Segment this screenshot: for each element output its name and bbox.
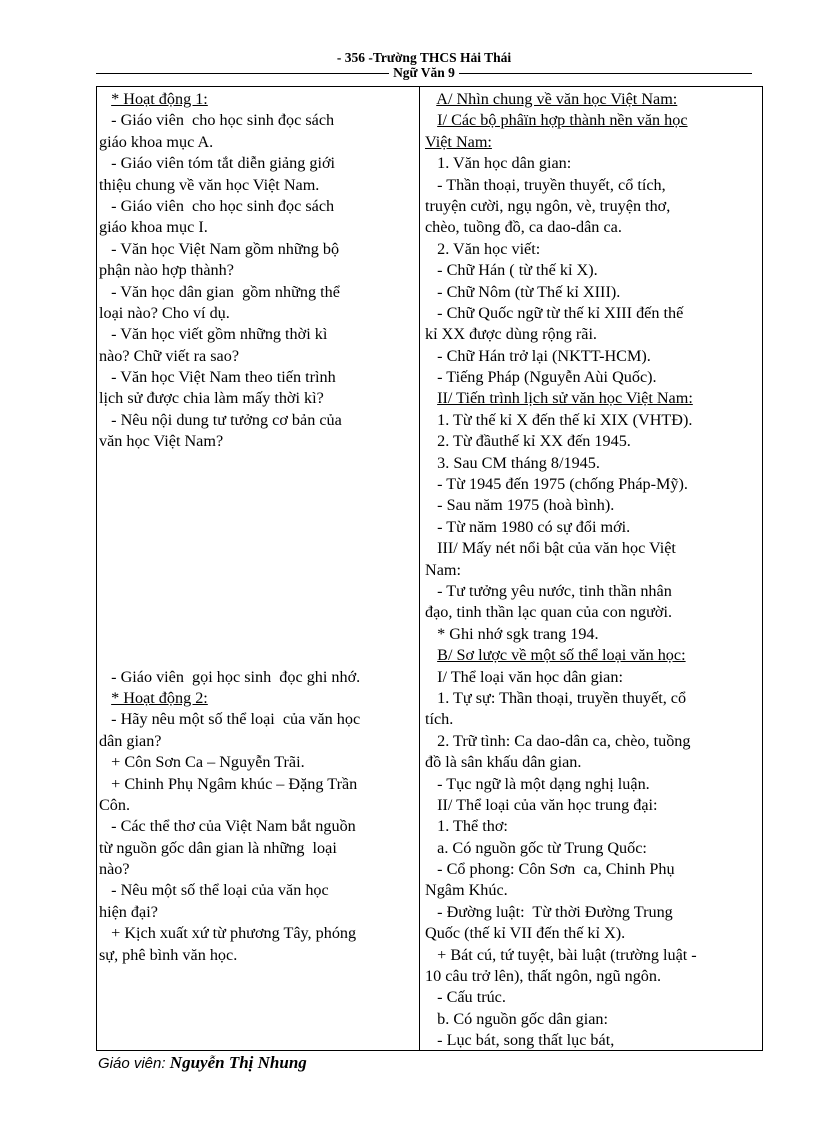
right-text-line: * Ghi nhớ sgk trang 194. [425,624,599,643]
column-divider [419,87,420,1050]
right-text-line: - Tiếng Pháp (Nguyễn Aùi Quốc). [425,368,657,387]
right-text-line: III/ Mấy nét nổi bật của văn học Việt [425,539,676,558]
right-text-line: 1. Tự sự: Thần thoại, truyền thuyết, cổ [425,688,687,707]
left-text-line: - Văn học Việt Nam gồm những bộ [99,239,340,258]
page-footer [98,1053,307,1073]
left-text-line [99,581,415,602]
left-text-line: loại nào? Cho ví dụ. [99,303,230,322]
left-text-line: thiệu chung về văn học Việt Nam. [99,175,320,194]
right-text-line: - Từ 1945 đến 1975 (chống Pháp-Mỹ). [425,475,688,494]
right-text-line: - Thần thoại, truyền thuyết, cổ tích, [425,175,666,194]
left-text-line: - Giáo viên cho học sinh đọc sách [99,196,335,215]
page-header [96,50,752,80]
right-text-line: kỉ XX được dùng rộng rãi. [425,325,597,344]
left-text-line: - Giáo viên cho học sinh đọc sách [99,111,335,130]
left-text-line: nào? [99,860,130,879]
right-text-line: Việt Nam: [425,132,492,151]
right-text-line: 3. Sau CM tháng 8/1945. [425,453,600,472]
left-text-line: - Văn học dân gian gồm những thể [99,282,340,301]
right-text-line: - Cấu trúc. [425,988,506,1007]
left-text-line: dân gian? [99,731,162,750]
right-text-line: I/ Các bộ phâïn hợp thành nền văn học [437,111,688,130]
right-text-line: B/ Sơ lược về một số thể loại văn học: [437,646,686,665]
left-text-line [99,645,415,666]
lesson-content-column [425,89,761,1052]
right-text-line: - Lục bát, song thất lục bát, [425,1031,615,1050]
right-text-line: a. Có nguồn gốc từ Trung Quốc: [425,838,647,857]
left-text-line [99,538,415,559]
right-text-line: - Chữ Hán trở lại (NKTT-HCM). [425,346,651,365]
left-text-line: giáo khoa mục I. [99,218,208,237]
left-text-line: + Chinh Phụ Ngâm khúc – Đặng Trần [99,774,358,793]
header-school: - 356 -Trường THCS Hải Thái [336,50,512,65]
footer-teacher-name: Nguyễn Thị Nhung [169,1053,307,1072]
left-text-line [99,517,415,538]
right-text-line: Quốc (thế kỉ VII đến thế kỉ X). [425,924,626,943]
right-text-line: 1. Từ thế kỉ X đến thế kỉ XIX (VHTĐ). [425,410,693,429]
left-text-line: Côn. [99,795,131,814]
left-text-line: * Hoạt động 1: [111,90,208,108]
right-text-line: 2. Văn học viết: [425,239,541,258]
left-text-line [99,602,415,623]
right-text-line: - Cổ phong: Côn Sơn ca, Chinh Phụ [425,860,675,879]
left-text-line: lịch sử được chia làm mấy thời kì? [99,389,324,408]
right-text-line: b. Có nguồn gốc dân gian: [425,1009,608,1028]
left-text-line: + Côn Sơn Ca – Nguyễn Trãi. [99,753,305,772]
right-text-line: - Từ năm 1980 có sự đổi mới. [425,517,631,536]
right-text-line: 2. Trữ tình: Ca dao-dân ca, chèo, tuồng [425,731,691,750]
right-text-line: - Chữ Quốc ngữ từ thế kỉ XIII đến thế [425,303,684,322]
left-text-line: - Các thể thơ của Việt Nam bắt nguồn [99,817,356,836]
right-text-line: - Đường luật: Từ thời Đường Trung [425,902,673,921]
left-text-line: sự, phê bình văn học. [99,945,238,964]
left-text-line [99,495,415,516]
right-text-line: + Bát cú, tứ tuyệt, bài luật (trường luật - [425,945,697,964]
right-text-line: - Tư tưởng yêu nước, tinh thần nhân [425,581,672,600]
left-text-line: phận nào hợp thành? [99,261,234,280]
left-text-line: - Nêu một số thể loại của văn học [99,881,329,900]
teacher-activities-column [99,89,415,966]
footer-teacher-label: Giáo viên: [98,1055,166,1072]
right-text-line: II/ Tiến trình lịch sử văn học Việt Nam: [437,389,693,408]
right-text-line: - Tục ngữ là một dạng nghị luận. [425,774,650,793]
left-text-line: giáo khoa mục A. [99,132,214,151]
left-text-line: * Hoạt động 2: [111,688,208,707]
left-text-line: văn học Việt Nam? [99,432,224,451]
right-text-line: II/ Thể loại của văn học trung đại: [425,795,658,814]
left-text-line: từ nguồn gốc dân gian là những loại [99,838,337,857]
right-text-line: 2. Từ đầuthế kỉ XX đến 1945. [425,432,631,451]
right-text-line: tích. [425,710,454,729]
left-text-line [99,624,415,645]
left-text-line: - Hãy nêu một số thể loại của văn học [99,710,361,729]
right-text-line: A/ Nhìn chung về văn học Việt Nam: [436,90,678,108]
left-text-line [99,453,415,474]
lesson-table [96,86,763,1051]
right-text-line: 10 câu trở lên), thất ngôn, ngũ ngôn. [425,967,662,986]
left-text-line: - Văn học viết gồm những thời kì [99,325,328,344]
left-text-line: - Nêu nội dung tư tưởng cơ bản của [99,410,342,429]
right-text-line: Ngâm Khúc. [425,881,508,900]
left-text-line: hiện đại? [99,902,158,921]
right-text-line: đồ là sân khấu dân gian. [425,753,582,772]
right-text-line: - Sau năm 1975 (hoà bình). [425,496,615,515]
left-text-line: - Giáo viên gọi học sinh đọc ghi nhớ. [99,667,361,686]
right-text-line: 1. Thể thơ: [425,817,508,836]
right-text-line: - Chữ Hán ( từ thế kỉ X). [425,261,598,280]
right-text-line: - Chữ Nôm (từ Thế kỉ XIII). [425,282,621,301]
right-text-line: 1. Văn học dân gian: [425,154,572,173]
left-text-line [99,474,415,495]
right-text-line: đạo, tinh thần lạc quan của con người. [425,603,673,622]
left-text-line [99,560,415,581]
left-text-line: - Giáo viên tóm tắt diễn giảng giới [99,154,336,173]
header-subject: Ngữ Văn 9 [389,65,459,80]
right-text-line: truyện cười, ngụ ngôn, vè, truyện thơ, [425,196,671,215]
right-text-line: Nam: [425,560,461,579]
right-text-line: I/ Thể loại văn học dân gian: [425,667,623,686]
left-text-line: nào? Chữ viết ra sao? [99,346,240,365]
right-text-line: chèo, tuồng đồ, ca dao-dân ca. [425,218,622,237]
left-text-line: + Kịch xuất xứ từ phương Tây, phóng [99,924,357,943]
left-text-line: - Văn học Việt Nam theo tiến trình [99,368,336,387]
